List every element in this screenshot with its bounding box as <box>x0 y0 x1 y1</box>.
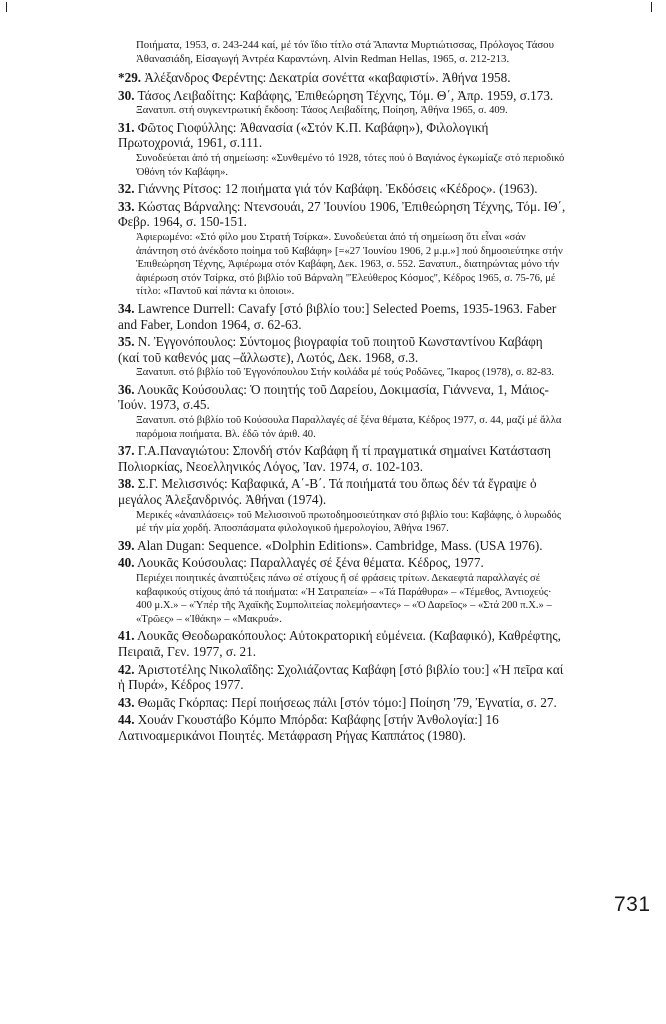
page-number: 731 <box>614 893 651 916</box>
entry-text: Λουκᾶς Κούσουλας: Ὁ ποιητής τοῦ Δαρείου, Δοκιμασία, Γιάννενα, 1, Μάιος-Ἰούν. 1973, σ.45. <box>118 381 549 413</box>
entry-31 <box>118 120 566 179</box>
entry-36 <box>118 382 566 441</box>
bibliography-list <box>118 38 566 746</box>
entry-41 <box>118 628 566 659</box>
entry-text: Θωμᾶς Γκόρπας: Περί ποιήσεως πάλι [στόν τόμο:] Ποίηση '79, Ἐγνατία, σ. 27. <box>137 694 557 710</box>
entry-number: 35. <box>118 334 135 350</box>
entry-note: Περιέχει ποιητικές ἀναπτύξεις πάνω σέ στίχους ἤ σέ φράσεις τρίτων. Δεκαεφτά παραλλαγές σέ καβαφικούς στίχους ἀπό τά ποιήματα: «Ἡ Σατραπεία» – «Τά Παράθυρα» – «Τέμεθος, Ἀντιοχεύς· 400 μ.Χ.» – «Ὑπέρ τῆς Ἀχαϊκῆς Συμπολιτείας πολεμήσαντες» – «Ὁ Δαρεῖος» – «Στά 200 π.Χ.» – «Τρῶες» – «Ἰθάκη» – «Μακρυά». <box>136 573 552 625</box>
entry-text: Φῶτος Γιοφύλλης: Ἀθανασία («Στόν Κ.Π. Καβάφη»), Φιλολογική Πρωτοχρονιά, 1961, σ.111. <box>118 119 489 151</box>
entry-number: 43. <box>118 694 135 710</box>
entry-number: *29. <box>118 70 142 85</box>
crop-mark-left <box>6 2 7 12</box>
entry-text: Ἀριστοτέλης Νικολαΐδης: Σχολιάζοντας Καβάφη [στό βιβλίο του:] «Ἡ πεῖρα καί ἡ Πυρά», Κέδρος 1977. <box>118 661 564 693</box>
entry-33 <box>118 199 566 299</box>
entry-text: Λουκᾶς Κούσουλας: Παραλλαγές σέ ξένα θέματα. Κέδρος, 1977. <box>137 555 484 571</box>
entry-number: 33. <box>118 198 135 214</box>
entry-text: Lawrence Durrell: Cavafy [στό βιβλίο του:] Selected Poems, 1935-1963. Faber and Faber, London 1964, σ. 62-63. <box>118 300 557 332</box>
entry-text: Κώστας Βάρναλης: Ντενσουάι, 27 Ἰουνίου 1906, Ἐπιθεώρηση Τέχνης, Τόμ. ΙΘ΄, Φεβρ. 1964, σ. 150-151. <box>118 198 566 230</box>
entry-number: 39. <box>118 537 135 553</box>
entry-38 <box>118 476 566 535</box>
entry-29 <box>118 70 566 86</box>
entry-text: Χουάν Γκουστάβο Κόμπο Μπόρδα: Καβάφης [στήν Ἀνθολογία:] 16 Λατινοαμερικάνοι Ποιητές. Μετάφραση Ρήγας Καππάτος (1980). <box>118 712 499 743</box>
entry-32 <box>118 181 566 197</box>
entry-number: 42. <box>118 661 135 677</box>
entry-number: 40. <box>118 555 135 571</box>
entry-number: 36. <box>118 381 135 397</box>
entry-note: Ξανατυπ. στό βιβλίο τοῦ Ἐγγονόπουλου Στήν κοιλάδα μέ τούς Ροδῶνες, Ἴκαρος (1978), σ. 82-83. <box>136 367 555 379</box>
entry-number: 38. <box>118 476 135 492</box>
entry-text: Γ.Α.Παναγιώτου: Σπονδή στόν Καβάφη ἤ τί πραγματικά σημαίνει Κατάσταση Πολιορκίας, Νεοελληνικός Λόγος, Ἰαν. 1974, σ. 102-103. <box>118 443 551 474</box>
entry-43 <box>118 695 566 711</box>
entry-39 <box>118 538 566 554</box>
entry-number: 34. <box>118 300 135 316</box>
entry-number: 41. <box>118 628 135 644</box>
entry-note: Ἀφιερωμένο: «Στό φίλο μου Στρατή Τσίρκα». Συνοδεύεται ἀπό τή σημείωση ὅτι εἶναι «σάν ἀπάντηση στό ἀνέκδοτο ποίημα τοῦ Καβάφη» [=«27 Ἰουνίου 1906, 2 μ.μ.»] πού δημοσιεύτηκε στήν Ἐπιθεώρηση Τέχνης, Ἀφιέρωμα στόν Καβάφη, Δεκ. 1963, σ. 552. Ξανατυπ., διατηρώντας μόνο τήν ἀφιέρωση στόν Τσίρκα, στό βιβλίο τοῦ Βάρναλη "Ἐλεύθερος Κόσμος", Κέδρος 1965, σ. 75-76, μέ τίτλο: «Παντοῦ καί πάντα κι ὁποιοι». <box>136 231 563 298</box>
continued-note: Ποιήματα, 1953, σ. 243-244 καί, μέ τόν ἴδιο τίτλο στά Ἅπαντα Μυρτιώτισσας, Πρόλογος Τάσου Ἀθανασιάδη, Εἰσαγωγή Ἀντρέα Καραντώνη. Alvin Redman Hellas, 1965, σ. 212-213. <box>136 39 554 65</box>
entry-35 <box>118 334 566 380</box>
entry-text: Σ.Γ. Μελισσινός: Καβαφικά, Α΄-Β΄. Τά ποιήματά του ὅπως δέν τά ἔγραψε ὁ μεγάλος Ἀλεξανδρινός. Ἀθήναι (1974). <box>118 476 537 508</box>
entry-note: Συνοδεύεται ἀπό τή σημείωση: «Συνθεμένο τό 1928, τότες πού ὁ Βαγιάνος ἐγκωμίαζε στό περιοδικό Ὀθόνη τόν Καβάφη». <box>136 152 565 178</box>
entry-text: Γιάννης Ρίτσος: 12 ποιήματα γιά τόν Καβάφη. Ἐκδόσεις «Κέδρος». (1963). <box>137 181 538 197</box>
entry-number: 32. <box>118 181 135 197</box>
entry-37 <box>118 443 566 474</box>
entry-30 <box>118 88 566 118</box>
entry-note: Ξανατυπ. στό βιβλίο τοῦ Κούσουλα Παραλλαγές σέ ξένα θέματα, Κέδρος 1977, σ. 44, μαζί μέ ἄλλα παρόμοια ποιήματα. Βλ. ἐδῶ τόν ἀριθ. 40. <box>136 415 562 440</box>
entry-text: Λουκᾶς Θεοδωρακόπουλος: Αὐτοκρατορική εὐμένεια. (Καβαφικό), Καθρέφτης, Πειραιᾶ, Γεν. 1977, σ. 21. <box>118 628 561 659</box>
entry-44 <box>118 712 566 743</box>
entry-number: 44. <box>118 712 135 728</box>
entry-number: 31. <box>118 119 135 135</box>
entry-34 <box>118 301 566 332</box>
entry-42 <box>118 662 566 693</box>
entry-text: Alan Dugan: Sequence. «Dolphin Editions». Cambridge, Mass. (USA 1976). <box>137 537 543 553</box>
entry-note: Μερικές «ἀναπλάσεις» τοῦ Μελισσινοῦ πρωτοδημοσιεύτηκαν στό βιβλίο του: Καβάφης, ὁ λυρωδός μέ τήν μία χορδή. Ἀποσπάσματα φιλολογικοῦ ἡμερολογίου, Ἀθήνα 1967. <box>136 509 562 535</box>
entry-text: Τάσος Λειβαδίτης: Καβάφης, Ἐπιθεώρηση Τέχνης, Τόμ. Θ΄, Ἀπρ. 1959, σ.173. <box>137 87 554 103</box>
entry-note: Ξανατυπ. στή συγκεντρωτική ἔκδοση: Τάσος Λειβαδίτης, Ποίηση, Ἀθήνα 1965, σ. 409. <box>136 105 508 117</box>
crop-mark-right <box>651 2 652 12</box>
entry-number: 30. <box>118 87 135 103</box>
entry-40 <box>118 555 566 626</box>
entry-text: Ν. Ἐγγονόπουλος: Σύντομος βιογραφία τοῦ ποιητοῦ Κωνσταντίνου Καβάφη (καί τοῦ καθενός μας –ἄλλωστε), Λωτός, Δεκ. 1968, σ.3. <box>118 334 543 365</box>
entry-text: Ἀλέξανδρος Φερέντης: Δεκατρία σονέττα «καβαφιστί». Ἀθήνα 1958. <box>144 70 511 85</box>
entry-number: 37. <box>118 443 135 459</box>
